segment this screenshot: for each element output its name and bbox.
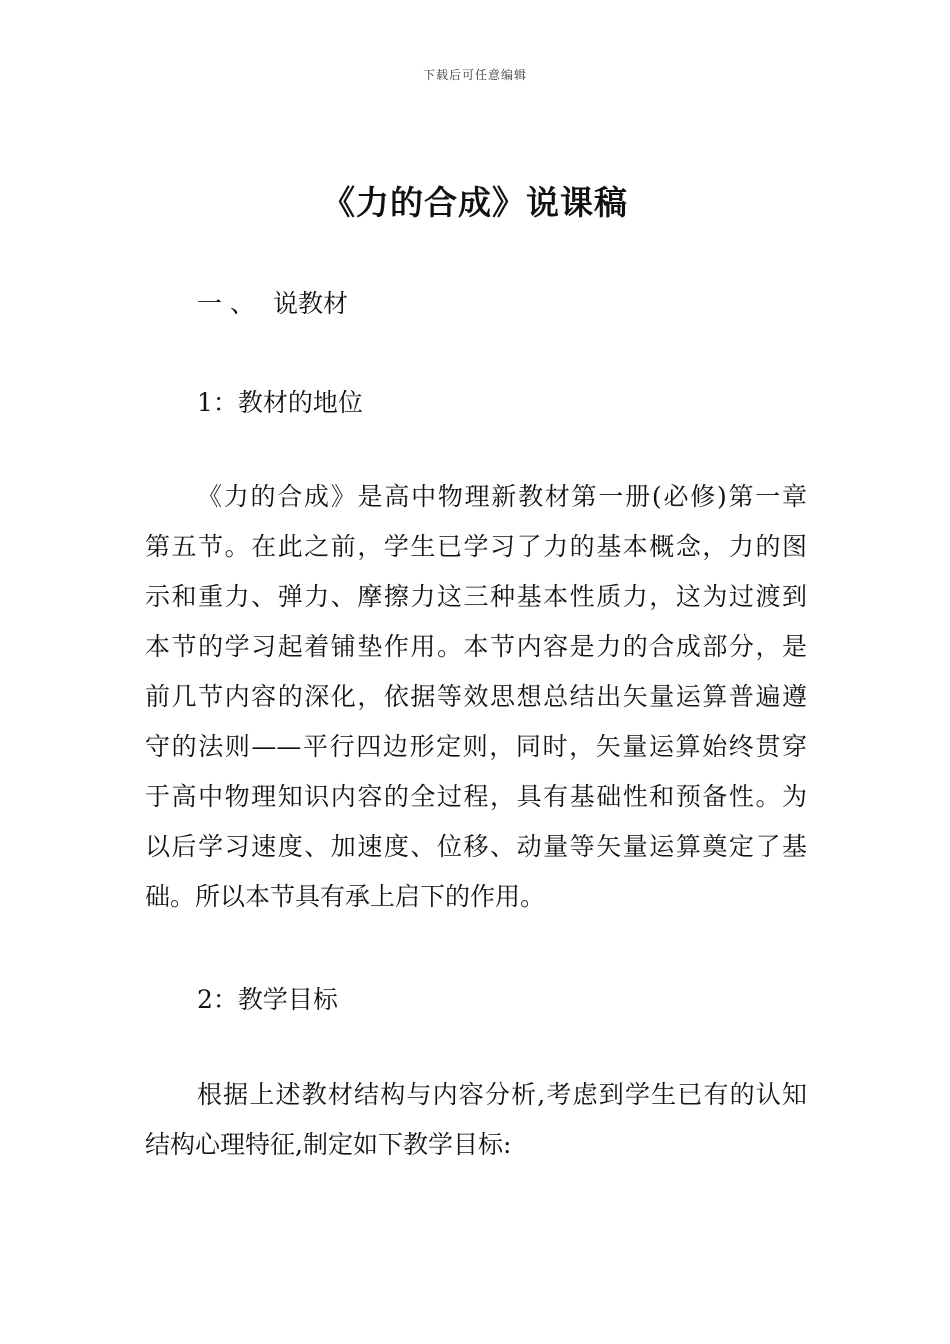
paragraph-line: 根据上述教材结构与内容分析,考虑到学生已有的认知 <box>197 1080 807 1109</box>
paragraph-line: 结构心理特征,制定如下教学目标: <box>145 1130 512 1159</box>
paragraph-textbook-position <box>145 472 807 922</box>
document-title: 《力的合成》说课稿 <box>322 183 628 222</box>
paragraph-line: 本节的学习起着铺垫作用。本节内容是力的合成部分，是 <box>145 632 807 661</box>
subsection-heading-position: 1：教材的地位 <box>197 388 363 417</box>
paragraph-teaching-goals <box>145 1070 807 1170</box>
paragraph-line: 第五节。在此之前，学生已学习了力的基本概念，力的图 <box>145 532 807 561</box>
header-note: 下载后可任意编辑 <box>422 68 527 82</box>
paragraph-line: 以后学习速度、加速度、位移、动量等矢量运算奠定了基 <box>145 832 807 861</box>
paragraph-line: 示和重力、弹力、摩擦力这三种基本性质力，这为过渡到 <box>145 582 807 611</box>
paragraph-line: 《力的合成》是高中物理新教材第一册(必修)第一章 <box>197 482 807 511</box>
section-label: 说教材 <box>273 289 349 318</box>
subsection-heading-goals: 2：教学目标 <box>197 985 338 1014</box>
paragraph-line: 于高中物理知识内容的全过程，具有基础性和预备性。为 <box>145 782 807 811</box>
paragraph-line: 守的法则——平行四边形定则，同时，矢量运算始终贯穿 <box>145 732 807 761</box>
section-heading <box>197 284 348 320</box>
paragraph-line: 前几节内容的深化，依据等效思想总结出矢量运算普遍遵 <box>145 682 807 711</box>
section-number: 一 、 <box>197 289 255 318</box>
paragraph-line: 础。所以本节具有承上启下的作用。 <box>145 882 546 911</box>
